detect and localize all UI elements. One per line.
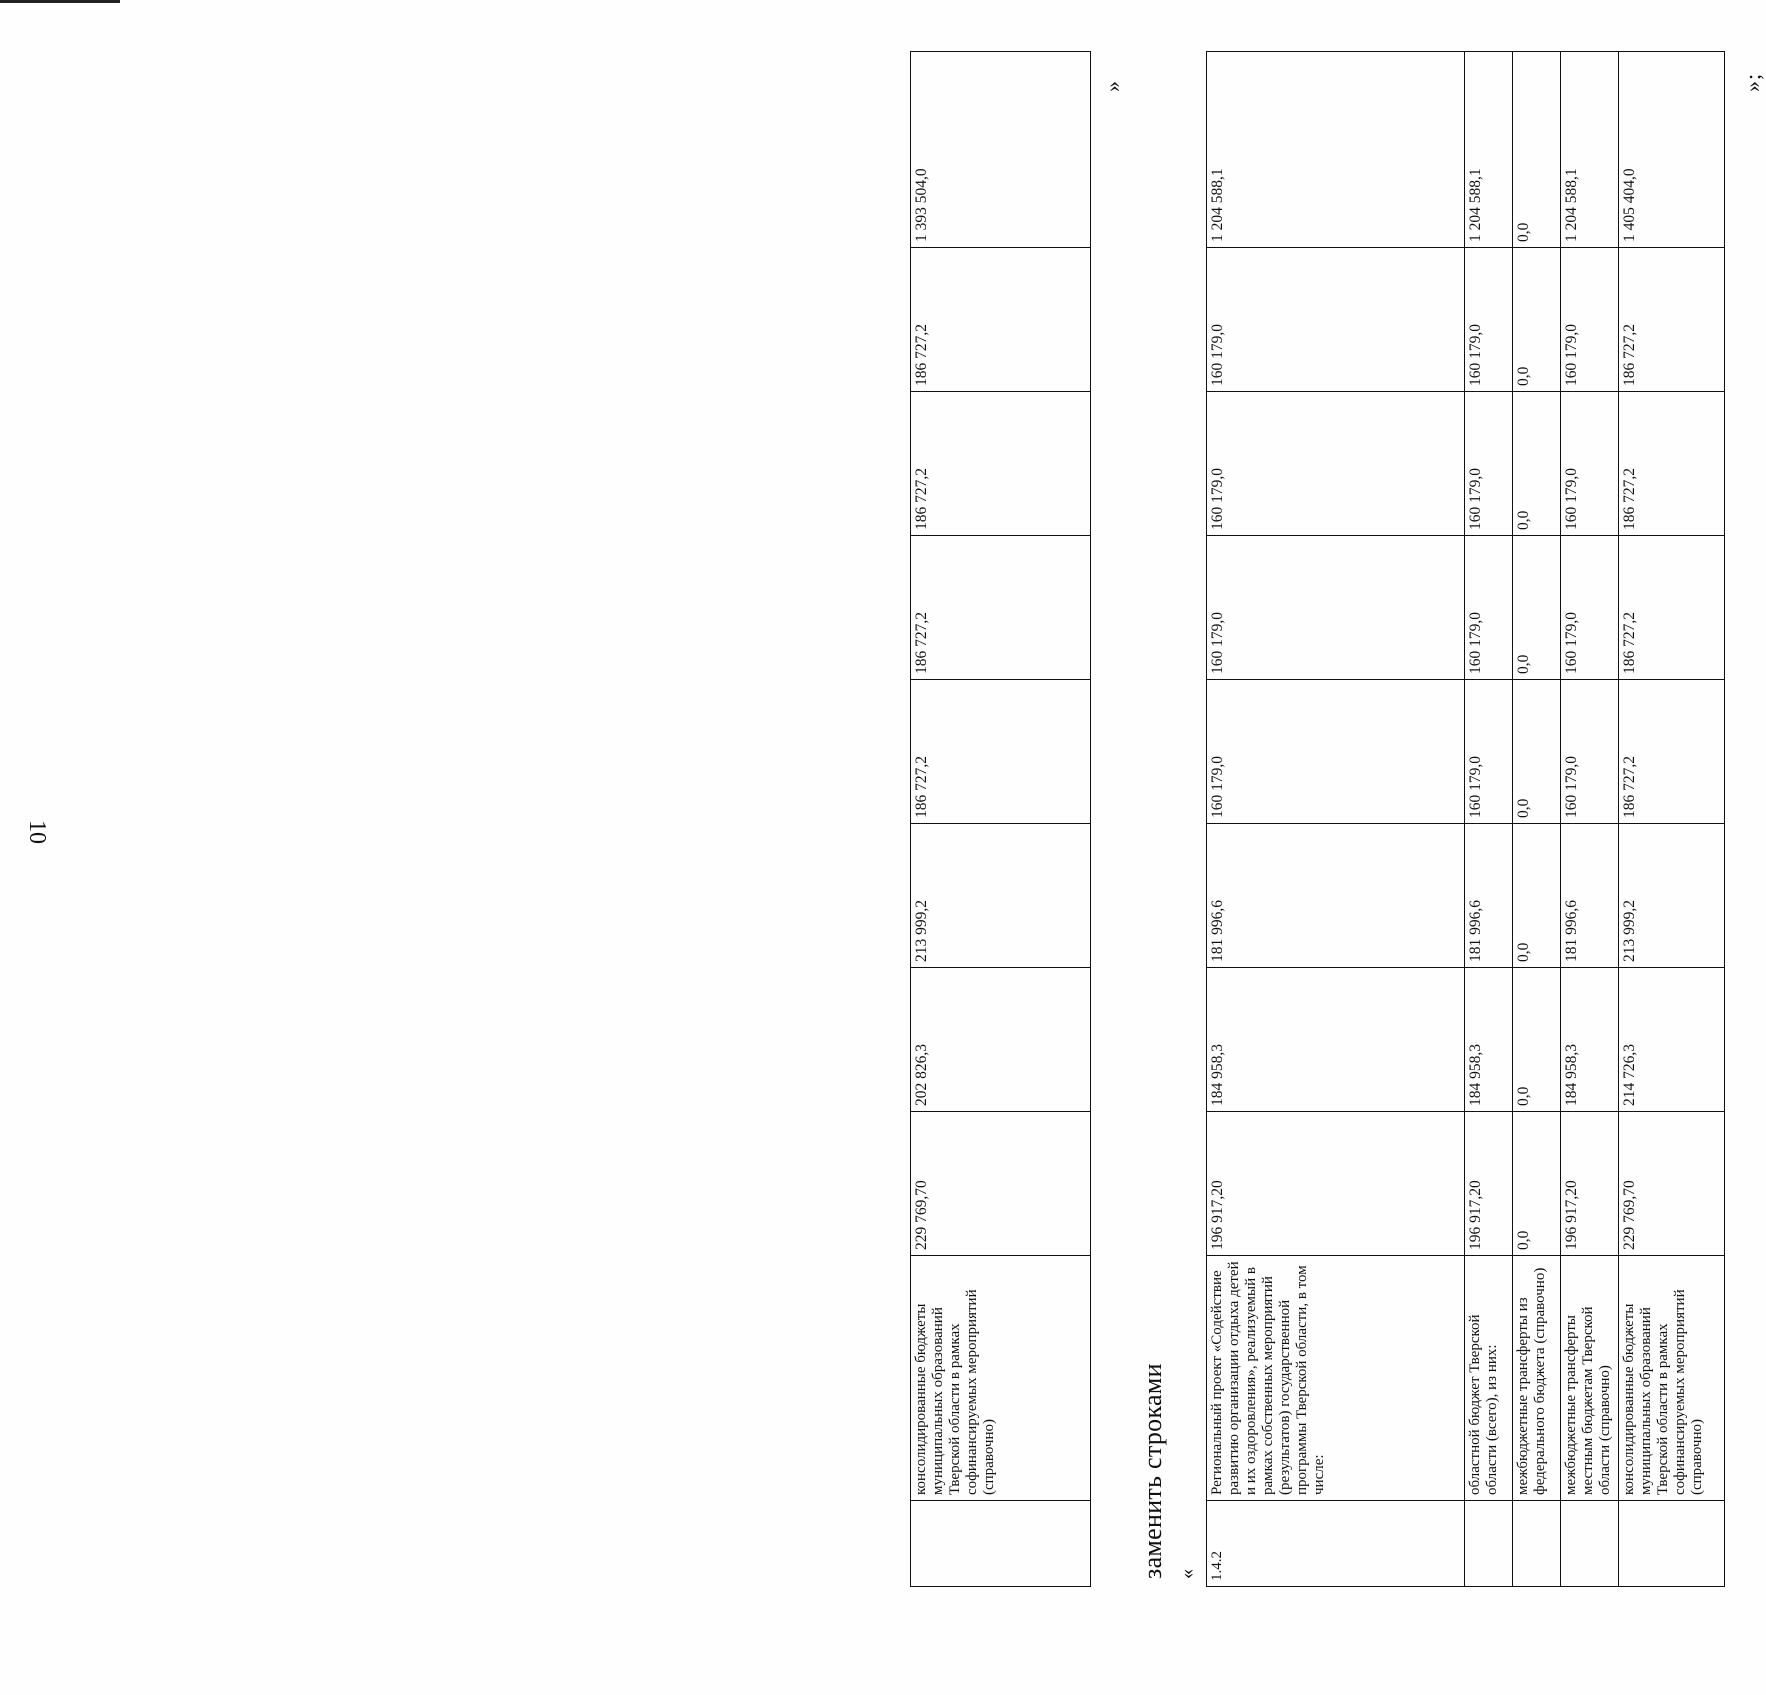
row-value-cell: 186 727,2 [1619, 248, 1725, 392]
row-value-cell: 160 179,0 [1561, 680, 1619, 824]
replace-heading: заменить строками [1138, 1363, 1167, 1579]
row-value-cell: 1 204 588,1 [1465, 52, 1513, 248]
row-description-cell: межбюджетные трансферты из федерального бюджета (справочно) [1513, 1256, 1561, 1501]
row-code-cell [1619, 1501, 1725, 1587]
row-value-cell: 1 204 588,1 [1207, 52, 1465, 248]
row-value-cell: 1 405 404,0 [1619, 52, 1725, 248]
row-value-cell: 160 179,0 [1207, 248, 1465, 392]
row-value-cell: 0,0 [1513, 536, 1561, 680]
table-row [911, 52, 1091, 1587]
table-row [1207, 52, 1465, 1587]
row-value-cell: 160 179,0 [1207, 536, 1465, 680]
closing-quote-2: »; [1740, 72, 1765, 92]
row-code-cell [911, 1501, 1091, 1587]
row-value-cell: 196 917,20 [1207, 1112, 1465, 1256]
row-code-cell [1465, 1501, 1513, 1587]
row-value-cell: 186 727,2 [911, 680, 1091, 824]
closing-quote-1: » [1100, 81, 1125, 92]
row-value-cell: 0,0 [1513, 52, 1561, 248]
row-description-cell: областной бюджет Тверской области (всего), из них: [1465, 1256, 1513, 1501]
row-value-cell: 0,0 [1513, 680, 1561, 824]
row-value-cell: 196 917,20 [1561, 1112, 1619, 1256]
row-value-cell: 0,0 [1513, 392, 1561, 536]
table-replacement-rows [1206, 51, 1725, 1587]
row-value-cell: 1 204 588,1 [1561, 52, 1619, 248]
row-value-cell: 181 996,6 [1465, 824, 1513, 968]
row-value-cell: 160 179,0 [1561, 248, 1619, 392]
table-row [1619, 52, 1725, 1587]
row-value-cell: 0,0 [1513, 968, 1561, 1112]
row-value-cell: 160 179,0 [1465, 392, 1513, 536]
row-description-cell: консолидированные бюджеты муниципальных образований Тверской области в рамках софинансируемых мероприятий (справочно) [1619, 1256, 1725, 1501]
row-description-cell: Региональный проект «Содействие развитию организации отдыха детей и их оздоровления», реализуемый в рамках собственных мероприятий (результатов) государственной программы Тверской области, в том числе: [1207, 1256, 1465, 1501]
row-value-cell: 181 996,6 [1561, 824, 1619, 968]
table-row [1465, 52, 1513, 1587]
row-value-cell: 214 726,3 [1619, 968, 1725, 1112]
row-value-cell: 186 727,2 [1619, 392, 1725, 536]
row-value-cell: 202 826,3 [911, 968, 1091, 1112]
row-value-cell: 186 727,2 [911, 248, 1091, 392]
row-value-cell: 186 727,2 [911, 392, 1091, 536]
row-value-cell: 186 727,2 [1619, 536, 1725, 680]
row-value-cell: 160 179,0 [1465, 680, 1513, 824]
opening-quote: « [1176, 1569, 1198, 1579]
row-value-cell: 186 727,2 [1619, 680, 1725, 824]
page-number: 10 [24, 820, 50, 844]
row-value-cell: 196 917,20 [1465, 1112, 1513, 1256]
row-value-cell: 0,0 [1513, 1112, 1561, 1256]
row-value-cell: 213 999,2 [1619, 824, 1725, 968]
row-value-cell: 184 958,3 [1561, 968, 1619, 1112]
table-row [1513, 52, 1561, 1587]
row-value-cell: 181 996,6 [1207, 824, 1465, 968]
row-description-cell: консолидированные бюджеты муниципальных образований Тверской области в рамках софинансируемых мероприятий (справочно) [911, 1256, 1091, 1501]
row-value-cell: 160 179,0 [1465, 248, 1513, 392]
table-row [1561, 52, 1619, 1587]
row-value-cell: 186 727,2 [911, 536, 1091, 680]
row-value-cell: 0,0 [1513, 248, 1561, 392]
row-description-cell: межбюджетные трансферты местным бюджетам Тверской области (справочно) [1561, 1256, 1619, 1501]
row-value-cell: 229 769,70 [1619, 1112, 1725, 1256]
row-value-cell: 184 958,3 [1465, 968, 1513, 1112]
row-value-cell: 213 999,2 [911, 824, 1091, 968]
top-scan-rule [0, 0, 120, 3]
row-value-cell: 160 179,0 [1207, 392, 1465, 536]
row-value-cell: 229 769,70 [911, 1112, 1091, 1256]
row-code-cell: 1.4.2 [1207, 1501, 1465, 1587]
row-code-cell [1513, 1501, 1561, 1587]
row-value-cell: 160 179,0 [1465, 536, 1513, 680]
row-value-cell: 160 179,0 [1561, 536, 1619, 680]
row-value-cell: 1 393 504,0 [911, 52, 1091, 248]
row-value-cell: 0,0 [1513, 824, 1561, 968]
row-value-cell: 160 179,0 [1207, 680, 1465, 824]
row-value-cell: 184 958,3 [1207, 968, 1465, 1112]
row-value-cell: 160 179,0 [1561, 392, 1619, 536]
row-code-cell [1561, 1501, 1619, 1587]
table-fragment-previous [910, 51, 1091, 1587]
